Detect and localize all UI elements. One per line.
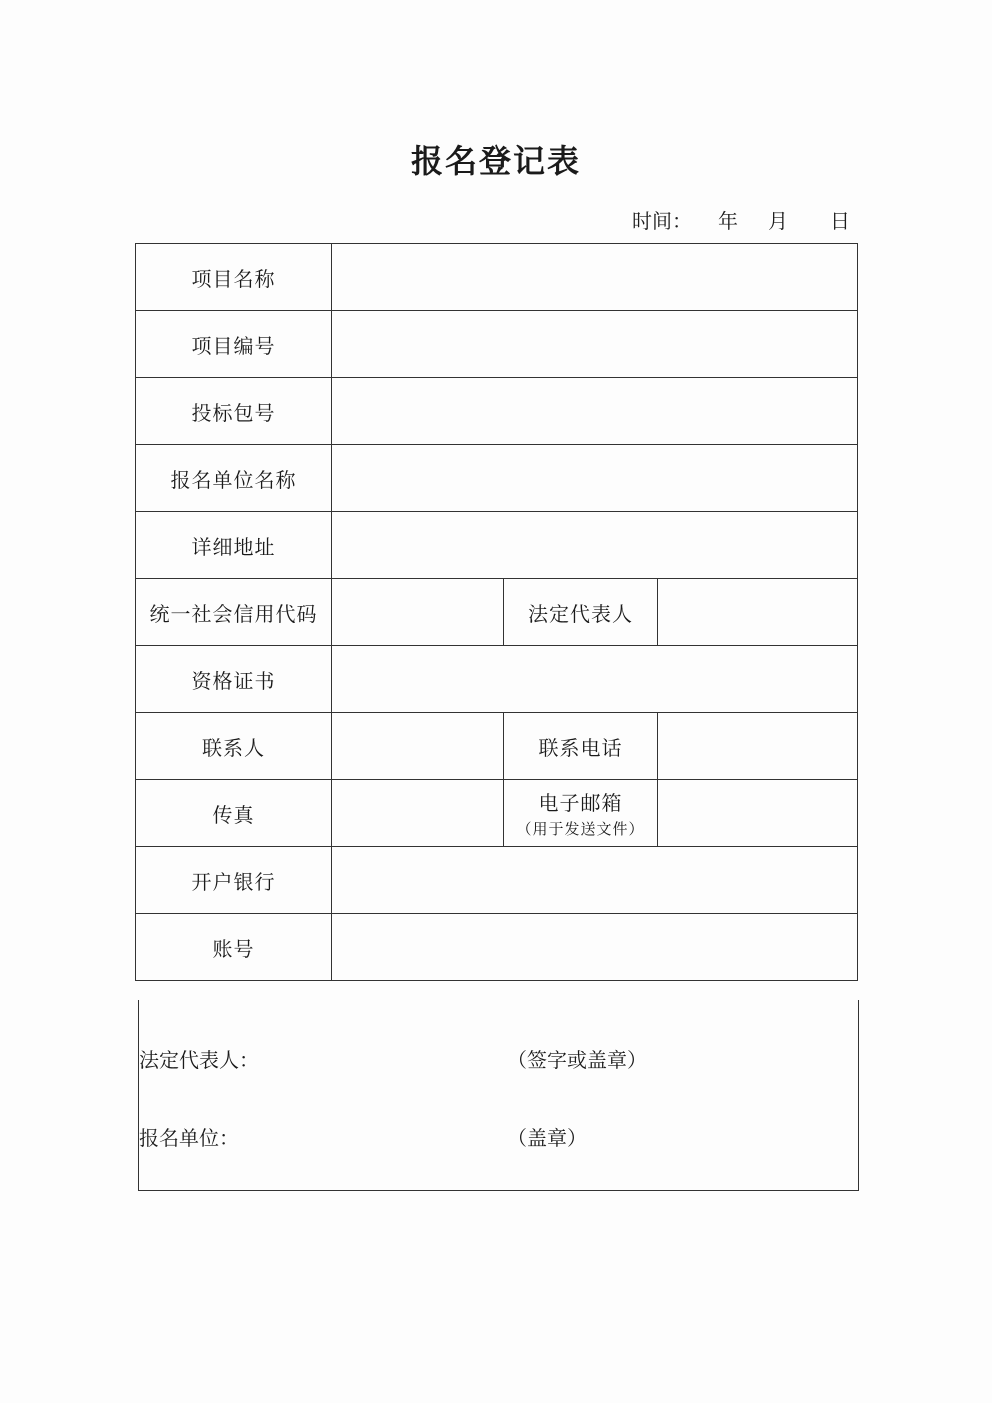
account-label: 账号 [136, 914, 332, 981]
account-field[interactable] [332, 914, 858, 981]
bid-package-label: 投标包号 [136, 378, 332, 445]
fax-label: 传真 [136, 780, 332, 847]
legal-rep-label: 法定代表人 [504, 579, 658, 646]
project-number-field[interactable] [332, 311, 858, 378]
table-row [136, 512, 858, 579]
bank-label: 开户银行 [136, 847, 332, 914]
phone-label: 联系电话 [504, 713, 658, 780]
registration-table [135, 243, 858, 981]
certificate-field[interactable] [332, 646, 858, 713]
fax-field[interactable] [332, 780, 504, 847]
email-label: 电子邮箱 [538, 791, 623, 815]
credit-code-label: 统一社会信用代码 [136, 579, 332, 646]
table-row [136, 914, 858, 981]
date-line [632, 205, 850, 234]
table-row [136, 244, 858, 311]
bid-package-field[interactable] [332, 378, 858, 445]
email-note: （用于发送文件） [516, 820, 645, 838]
phone-field[interactable] [658, 713, 858, 780]
project-name-label: 项目名称 [136, 244, 332, 311]
address-field[interactable] [332, 512, 858, 579]
date-label: 时间： [632, 209, 692, 233]
address-label: 详细地址 [136, 512, 332, 579]
signature-section [138, 1000, 859, 1191]
table-row [136, 311, 858, 378]
bank-field[interactable] [332, 847, 858, 914]
table-row [136, 713, 858, 780]
date-day: 日 [830, 209, 850, 233]
form-title: 报名登记表 [410, 142, 581, 180]
email-label-cell [504, 780, 658, 847]
credit-code-field[interactable] [332, 579, 504, 646]
legal-rep-signature-note: （签字或盖章） [507, 1048, 647, 1072]
date-month: 月 [768, 209, 788, 233]
legal-rep-field[interactable] [658, 579, 858, 646]
email-field[interactable] [658, 780, 858, 847]
project-number-label: 项目编号 [136, 311, 332, 378]
project-name-field[interactable] [332, 244, 858, 311]
table-row [136, 780, 858, 847]
certificate-label: 资格证书 [136, 646, 332, 713]
table-row [136, 445, 858, 512]
date-year: 年 [718, 209, 738, 233]
company-name-field[interactable] [332, 445, 858, 512]
company-seal-note: （盖章） [507, 1126, 587, 1150]
company-name-label: 报名单位名称 [136, 445, 332, 512]
contact-label: 联系人 [136, 713, 332, 780]
company-seal-label: 报名单位： [139, 1126, 239, 1150]
table-row [136, 579, 858, 646]
table-row [136, 378, 858, 445]
legal-rep-signature-label: 法定代表人： [139, 1048, 259, 1072]
table-row [136, 847, 858, 914]
contact-field[interactable] [332, 713, 504, 780]
table-row [136, 646, 858, 713]
